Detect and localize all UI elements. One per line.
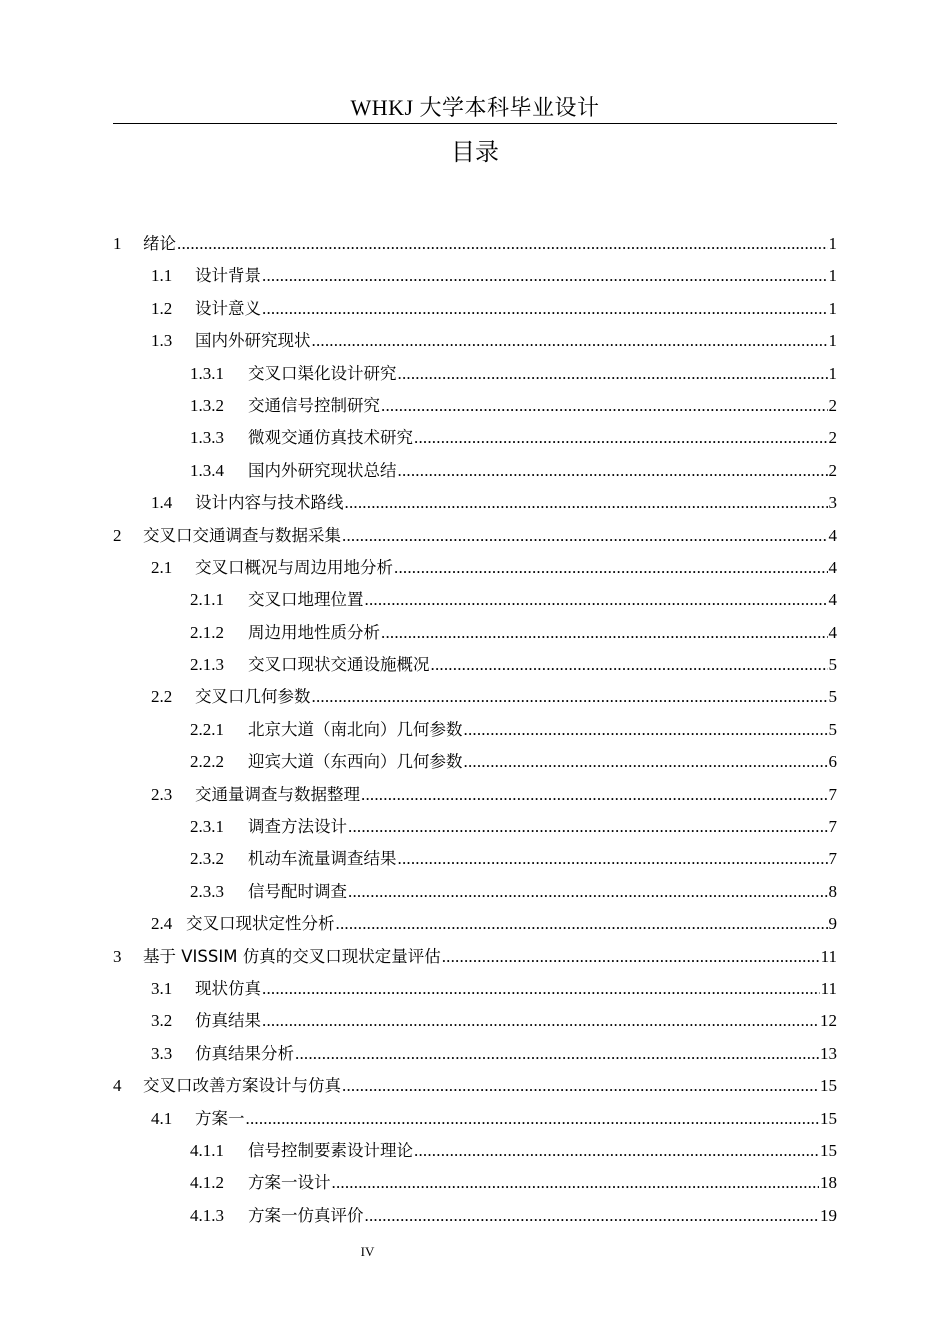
toc-entry-title: 北京大道（南北向）几何参数 bbox=[248, 719, 463, 739]
toc-entry[interactable] bbox=[113, 908, 837, 940]
header-title: WHKJ 大学本科毕业设计 bbox=[350, 95, 600, 120]
toc-entry-page: 2 bbox=[828, 395, 837, 415]
toc-entry-title: 设计背景 bbox=[195, 266, 261, 286]
dot-leader bbox=[246, 1103, 820, 1135]
dot-leader bbox=[177, 228, 828, 260]
toc-entry-number: 2.3.1 bbox=[190, 817, 224, 837]
table-of-contents bbox=[113, 228, 837, 1232]
toc-entry[interactable] bbox=[113, 293, 837, 325]
toc-entry-title: 方案一仿真评价 bbox=[248, 1205, 364, 1225]
toc-entry-number: 2.4 bbox=[151, 914, 173, 934]
dot-leader bbox=[381, 390, 828, 422]
toc-entry-number: 2.1.2 bbox=[190, 622, 224, 642]
toc-entry-number: 4 bbox=[113, 1076, 122, 1096]
dot-leader bbox=[365, 1200, 820, 1232]
toc-entry[interactable] bbox=[113, 1038, 837, 1070]
dot-leader bbox=[414, 1135, 819, 1167]
toc-entry-title: 交叉口地理位置 bbox=[248, 590, 364, 610]
toc-entry[interactable] bbox=[113, 358, 837, 390]
toc-entry-page: 15 bbox=[820, 1108, 837, 1128]
toc-entry-title: 机动车流量调查结果 bbox=[248, 849, 397, 869]
toc-entry-page: 11 bbox=[820, 978, 837, 998]
toc-entry-number: 3.2 bbox=[151, 1011, 173, 1031]
dot-leader bbox=[262, 1005, 819, 1037]
toc-entry-number: 1.4 bbox=[151, 493, 173, 513]
toc-entry-page: 5 bbox=[828, 655, 837, 675]
toc-entry-page: 7 bbox=[828, 817, 837, 837]
dot-leader bbox=[431, 649, 828, 681]
dot-leader bbox=[312, 681, 828, 713]
toc-entry-page: 5 bbox=[828, 719, 837, 739]
toc-entry-number: 1.3.4 bbox=[190, 460, 224, 480]
dot-leader bbox=[365, 584, 828, 616]
toc-entry[interactable] bbox=[113, 649, 837, 681]
toc-entry-title: 国内外研究现状总结 bbox=[248, 460, 397, 480]
toc-entry-page: 19 bbox=[820, 1205, 837, 1225]
toc-entry-title: 绪论 bbox=[143, 234, 176, 253]
toc-entry-page: 8 bbox=[828, 881, 837, 901]
toc-entry[interactable] bbox=[113, 390, 837, 422]
toc-entry-title: 信号配时调查 bbox=[248, 881, 347, 901]
dot-leader bbox=[398, 843, 828, 875]
dot-leader bbox=[262, 260, 828, 292]
toc-entry[interactable] bbox=[113, 941, 837, 973]
toc-entry-title: 交叉口交通调查与数据采集 bbox=[143, 525, 341, 545]
toc-entry-page: 1 bbox=[828, 363, 837, 383]
toc-entry-title: 交通量调查与数据整理 bbox=[195, 784, 360, 804]
toc-entry-title: 仿真结果 bbox=[195, 1011, 261, 1031]
toc-entry-title: 交叉口现状定性分析 bbox=[186, 914, 335, 934]
dot-leader bbox=[464, 746, 828, 778]
toc-entry-number: 1.2 bbox=[151, 298, 173, 318]
toc-entry-page: 4 bbox=[828, 622, 837, 642]
dot-leader bbox=[336, 908, 828, 940]
toc-entry-number: 2 bbox=[113, 525, 122, 545]
toc-entry[interactable] bbox=[113, 1200, 837, 1232]
toc-entry[interactable] bbox=[113, 455, 837, 487]
toc-entry[interactable] bbox=[113, 811, 837, 843]
toc-entry-number: 2.2.2 bbox=[190, 752, 224, 772]
dot-leader bbox=[361, 779, 828, 811]
toc-entry-title: 调查方法设计 bbox=[248, 817, 347, 837]
dot-leader bbox=[414, 422, 828, 454]
toc-entry-title: 国内外研究现状 bbox=[195, 331, 311, 351]
toc-entry[interactable] bbox=[113, 1070, 837, 1102]
toc-entry-number: 1.1 bbox=[151, 266, 173, 286]
toc-entry[interactable] bbox=[113, 325, 837, 357]
dot-leader bbox=[295, 1038, 819, 1070]
toc-entry[interactable] bbox=[113, 1103, 837, 1135]
toc-entry-number: 2.1.3 bbox=[190, 655, 224, 675]
toc-entry-title: 方案一 bbox=[195, 1108, 245, 1128]
dot-leader bbox=[464, 714, 828, 746]
toc-entry-number: 1.3.3 bbox=[190, 428, 224, 448]
dot-leader bbox=[342, 1070, 819, 1102]
toc-entry-number: 2.1 bbox=[151, 557, 173, 577]
toc-entry-page: 13 bbox=[820, 1043, 837, 1063]
toc-entry-page: 7 bbox=[828, 784, 837, 804]
page-number-footer: IV bbox=[360, 1244, 375, 1259]
toc-entry[interactable] bbox=[113, 487, 837, 519]
toc-entry-number: 4.1.1 bbox=[190, 1140, 224, 1160]
toc-entry-page: 2 bbox=[828, 460, 837, 480]
toc-entry[interactable] bbox=[113, 260, 837, 292]
toc-entry-title: 现状仿真 bbox=[195, 978, 261, 998]
toc-entry-number: 1 bbox=[113, 234, 122, 253]
dot-leader bbox=[262, 293, 828, 325]
toc-entry-number: 4.1.3 bbox=[190, 1205, 224, 1225]
toc-entry-title: 交叉口渠化设计研究 bbox=[248, 363, 397, 383]
toc-entry-number: 3 bbox=[113, 946, 122, 966]
toc-entry[interactable] bbox=[113, 973, 837, 1005]
dot-leader bbox=[345, 487, 828, 519]
toc-entry-page: 4 bbox=[828, 590, 837, 610]
dot-leader bbox=[332, 1167, 820, 1199]
toc-entry-number: 2.2.1 bbox=[190, 719, 224, 739]
toc-entry-page: 3 bbox=[828, 493, 837, 513]
toc-entry-title: 微观交通仿真技术研究 bbox=[248, 428, 413, 448]
dot-leader bbox=[442, 941, 820, 973]
toc-entry-number: 3.1 bbox=[151, 978, 173, 998]
toc-entry-page: 1 bbox=[828, 234, 837, 253]
toc-entry[interactable] bbox=[113, 422, 837, 454]
toc-entry-title: 周边用地性质分析 bbox=[248, 622, 380, 642]
toc-entry-title: 信号控制要素设计理论 bbox=[248, 1140, 413, 1160]
toc-entry-page: 9 bbox=[828, 914, 837, 934]
toc-entry-page: 4 bbox=[828, 557, 837, 577]
toc-entry-number: 2.2 bbox=[151, 687, 173, 707]
toc-entry-page: 15 bbox=[820, 1076, 837, 1096]
toc-entry-title: 交叉口几何参数 bbox=[195, 687, 311, 707]
toc-entry-title: 交叉口改善方案设计与仿真 bbox=[143, 1076, 341, 1096]
dot-leader bbox=[348, 876, 828, 908]
toc-entry-title: 交叉口概况与周边用地分析 bbox=[195, 557, 393, 577]
toc-entry[interactable] bbox=[113, 779, 837, 811]
toc-entry[interactable] bbox=[113, 228, 837, 260]
toc-entry-page: 7 bbox=[828, 849, 837, 869]
toc-entry[interactable] bbox=[113, 876, 837, 908]
toc-entry-title: 设计内容与技术路线 bbox=[195, 493, 344, 513]
toc-entry-page: 12 bbox=[820, 1011, 837, 1031]
toc-entry-title: 基于 VISSIM 仿真的交叉口现状定量评估 bbox=[143, 946, 441, 966]
toc-entry-page: 1 bbox=[828, 298, 837, 318]
toc-entry[interactable] bbox=[113, 681, 837, 713]
dot-leader bbox=[398, 455, 828, 487]
toc-entry[interactable] bbox=[113, 1005, 837, 1037]
toc-entry[interactable] bbox=[113, 843, 837, 875]
toc-entry-number: 1.3.2 bbox=[190, 395, 224, 415]
toc-entry[interactable] bbox=[113, 746, 837, 778]
toc-entry[interactable] bbox=[113, 714, 837, 746]
toc-entry-number: 2.3.3 bbox=[190, 881, 224, 901]
toc-entry[interactable] bbox=[113, 552, 837, 584]
toc-entry-number: 2.3.2 bbox=[190, 849, 224, 869]
toc-title: 目录 bbox=[451, 138, 499, 166]
page-header bbox=[113, 92, 837, 124]
toc-entry-page: 18 bbox=[820, 1173, 837, 1193]
toc-entry-page: 5 bbox=[828, 687, 837, 707]
dot-leader bbox=[348, 811, 828, 843]
toc-entry-page: 15 bbox=[820, 1140, 837, 1160]
toc-entry-page: 1 bbox=[828, 331, 837, 351]
toc-entry-number: 2.3 bbox=[151, 784, 173, 804]
toc-entry[interactable] bbox=[113, 617, 837, 649]
dot-leader bbox=[394, 552, 828, 584]
toc-entry-number: 4.1 bbox=[151, 1108, 173, 1128]
toc-entry-number: 3.3 bbox=[151, 1043, 173, 1063]
dot-leader bbox=[262, 973, 820, 1005]
toc-entry[interactable] bbox=[113, 584, 837, 616]
toc-entry-number: 2.1.1 bbox=[190, 590, 224, 610]
toc-entry-title: 仿真结果分析 bbox=[195, 1043, 294, 1063]
toc-entry-page: 2 bbox=[828, 428, 837, 448]
toc-entry-number: 1.3.1 bbox=[190, 363, 224, 383]
toc-entry-title: 设计意义 bbox=[195, 298, 261, 318]
toc-entry-number: 4.1.2 bbox=[190, 1173, 224, 1193]
toc-entry-title: 交叉口现状交通设施概况 bbox=[248, 655, 430, 675]
toc-entry-title: 方案一设计 bbox=[248, 1173, 331, 1193]
dot-leader bbox=[342, 520, 828, 552]
toc-entry-page: 6 bbox=[828, 752, 837, 772]
dot-leader bbox=[381, 617, 828, 649]
dot-leader bbox=[398, 358, 828, 390]
toc-entry-page: 1 bbox=[828, 266, 837, 286]
toc-entry[interactable] bbox=[113, 520, 837, 552]
toc-entry-page: 11 bbox=[820, 946, 837, 966]
toc-entry-title: 迎宾大道（东西向）几何参数 bbox=[248, 752, 463, 772]
toc-entry-title: 交通信号控制研究 bbox=[248, 395, 380, 415]
dot-leader bbox=[312, 325, 828, 357]
toc-entry[interactable] bbox=[113, 1135, 837, 1167]
toc-entry-number: 1.3 bbox=[151, 331, 173, 351]
toc-entry-page: 4 bbox=[828, 525, 837, 545]
toc-entry[interactable] bbox=[113, 1167, 837, 1199]
